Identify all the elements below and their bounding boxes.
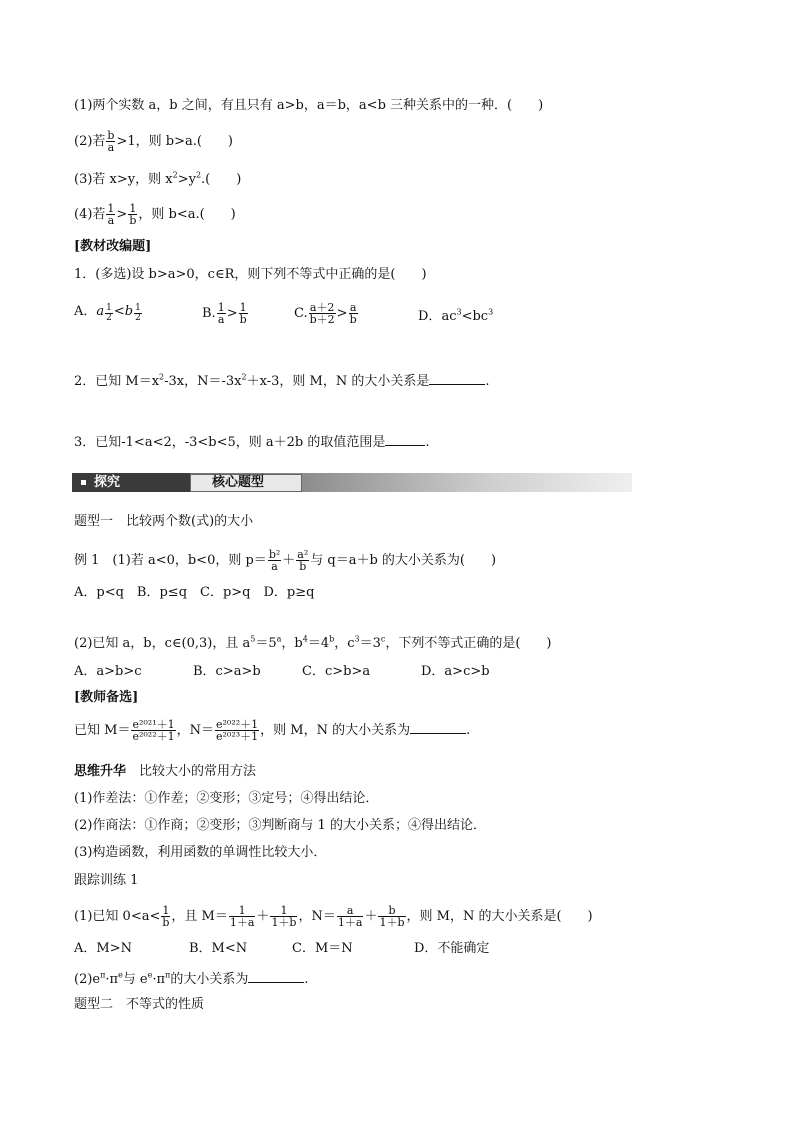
example-2-option-a: A．a>b>c [74,664,142,679]
section-banner [72,473,632,492]
example-1-part-2: (2)已知 a，b，c∈(0,3)，且 $a^5=5^a$，$b^4=4^b$，$c^3=3^c$，下列不等式正确的是( ) [74,634,552,651]
judge-q2: (2)若 $\frac{b}{a}$ >1，则 b>a.( ) [74,129,234,154]
type1-title: 题型一 比较两个数(式)的大小 [74,514,254,529]
track-q1: (1)已知 0<a< $\frac{1}{b}$ ，且 M＝ $\frac{1}{1+a}$ ＋ $\frac{1}{1+b}$ ，N＝ $\frac{a}{1+a}$ ＋ $\frac{b}{1+b}$ ，则 M，N 的大小关系是( ) [74,904,593,929]
fraction: $\frac{1}{a}$ [107,202,115,227]
teacher-heading: [教师备选] [74,690,139,705]
section-heading-jiaocai: [教材改编题] [74,239,152,254]
problem-3: 3．已知-1<a<2，-3<b<5，则 a＋2b 的取值范围是 . [74,435,430,450]
judge-q3: (3)若 x>y，则 $x^2>y^2$.( ) [74,170,242,187]
type2-title: 题型二 不等式的性质 [74,997,205,1012]
judge-q1: (1)两个实数 a，b 之间，有且只有 a>b，a＝b，a<b 三种关系中的一种．( ) [74,98,544,113]
answer-blank[interactable] [429,372,485,385]
example-1-part-1: 例 1 (1)若 a<0，b<0，则 p＝ $\frac{\text{b²}}{a}$ ＋ $\frac{\text{a²}}{b}$ 与 q＝a＋b 的大小关系为( ) [74,548,497,573]
track-option-d: D．不能确定 [414,941,490,956]
problem-1-option-c: C. $\frac{a+2}{b+2}$ > $\frac{a}{b}$ [294,301,357,326]
square-bullet-icon [81,480,86,485]
answer-blank[interactable] [410,721,466,734]
example-2-option-d: D．a>c>b [421,664,490,679]
answer-blank[interactable] [385,433,425,446]
example-2-option-b: B．c>a>b [193,664,261,679]
method-line-1: (1)作差法：①作差；②变形；③定号；④得出结论． [74,791,379,806]
problem-1-option-d: D．$ac^3<bc^3$ [418,307,494,324]
track-q2: $(2)e^\pi\cdot\pi^e$与 $e^e\cdot\pi^\pi$的大小关系为 . [74,970,309,987]
banner-right-label: 核心题型 [212,475,265,490]
method-line-2: (2)作商法：①作商；②变形；③判断商与 1 的大小关系；④得出结论． [74,818,486,833]
example-1-options: A．p<q B．p≤q C．p>q D．p≥q [74,585,315,600]
track-option-c: C．M＝N [292,941,353,956]
track-option-b: B．M<N [189,941,248,956]
track-heading: 跟踪训练 1 [74,873,139,888]
problem-1-option-b: B. $\frac{1}{a}$ > $\frac{1}{b}$ [202,301,247,326]
problem-1-stem: 1．(多选)设 b>a>0，c∈R，则下列不等式中正确的是( ) [74,267,427,282]
banner-dark-tab [72,473,190,492]
fraction: $\frac{b}{a}$ [107,129,115,154]
method-line-3: (3)构造函数，利用函数的单调性比较大小． [74,845,327,860]
fraction: $\frac{1}{b}$ [129,202,137,227]
problem-1-option-a: A．a $\frac{1}{2}$ <b $\frac{1}{2}$ [74,303,141,323]
banner-left-label: 探究 [94,475,121,490]
method-heading: 思维升华 比较大小的常用方法 [74,764,257,779]
answer-blank[interactable] [248,970,304,983]
teacher-problem: 已知 M＝ $\frac{\text{e²⁰²¹＋1}}{\text{e²⁰²²＋1}}$ ，N＝ $\frac{\text{e²⁰²²＋1}}{\text{e²⁰²³＋1}}$ ，则 M，N 的大小关系为 . [74,718,471,743]
judge-q4: (4)若 $\frac{1}{a}$ > $\frac{1}{b}$ ，则 b<a.( ) [74,202,236,227]
track-option-a: A．M>N [74,941,132,956]
example-2-option-c: C．c>b>a [302,664,371,679]
problem-2: 2．已知 $M=x^2-3x$，$N=-3x^2+x-3$，则 M，N 的大小关系是 . [74,372,490,389]
